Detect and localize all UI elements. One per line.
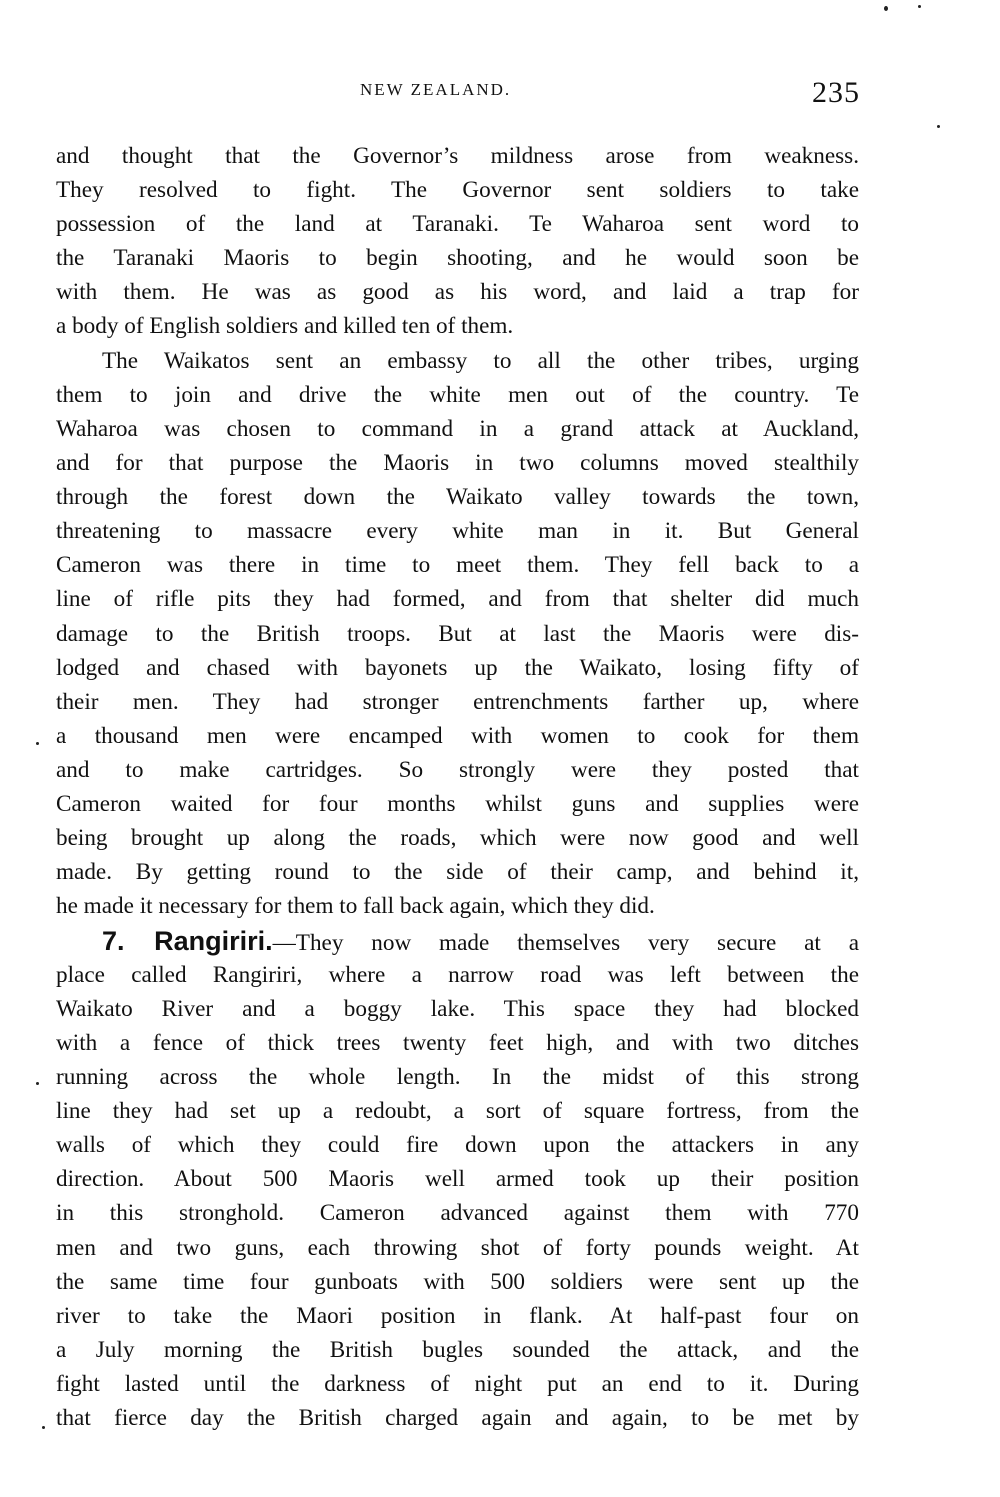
print-speck — [42, 1426, 45, 1429]
body-line: Cameron was there in time to meet them. They fell back to a — [56, 552, 859, 578]
body-line: place called Rangiriri, where a narrow road was left between the — [56, 962, 859, 988]
body-line: through the forest down the Waikato valley towards the town, — [56, 484, 859, 510]
section-heading: 7. Rangiriri. — [102, 926, 273, 956]
running-head: NEW ZEALAND. — [360, 80, 512, 99]
body-line: and for that purpose the Maoris in two columns moved stealthily — [56, 450, 859, 476]
body-line: Waikato River and a boggy lake. This space they had blocked — [56, 996, 859, 1022]
body-line: walls of which they could fire down upon the attackers in any — [56, 1132, 859, 1158]
body-line: in this stronghold. Cameron advanced against them with 770 — [56, 1200, 859, 1226]
body-line: and to make cartridges. So strongly were they posted that — [56, 757, 859, 783]
page-number: 235 — [812, 76, 860, 109]
body-line: made. By getting round to the side of their camp, and behind it, — [56, 859, 859, 885]
body-line: a July morning the British bugles sounded the attack, and the — [56, 1337, 859, 1363]
body-line: the Taranaki Maoris to begin shooting, and he would soon be — [56, 245, 859, 271]
body-line: he made it necessary for them to fall back again, which they did. — [56, 893, 655, 919]
body-line: a body of English soldiers and killed ten of them. — [56, 313, 514, 339]
body-line: Waharoa was chosen to command in a grand attack at Auckland, — [56, 416, 859, 442]
body-line: a thousand men were encamped with women to cook for them — [56, 723, 859, 749]
body-line: Cameron waited for four months whilst guns and supplies were — [56, 791, 859, 817]
body-line: their men. They had stronger entrenchments farther up, where — [56, 689, 859, 715]
body-line: them to join and drive the white men out of the country. Te — [56, 382, 859, 408]
section-opening-line — [102, 924, 859, 958]
print-speck — [937, 125, 940, 128]
print-speck — [918, 5, 921, 8]
body-line: line they had set up a redoubt, a sort of square fortress, from the — [56, 1098, 859, 1124]
print-speck — [36, 1082, 39, 1085]
body-line: fight lasted until the darkness of night put an end to it. During — [56, 1371, 859, 1397]
body-line: the same time four gunboats with 500 soldiers were sent up the — [56, 1269, 859, 1295]
body-line: They resolved to fight. The Governor sent soldiers to take — [56, 177, 859, 203]
print-speck — [884, 6, 888, 11]
body-line: damage to the British troops. But at last the Maoris were dis- — [56, 621, 859, 647]
body-line: possession of the land at Taranaki. Te Waharoa sent word to — [56, 211, 859, 237]
body-line: The Waikatos sent an embassy to all the other tribes, urging — [102, 348, 859, 374]
body-line: running across the whole length. In the midst of this strong — [56, 1064, 859, 1090]
body-line: and thought that the Governor’s mildness arose from weakness. — [56, 143, 859, 169]
body-line: lodged and chased with bayonets up the Waikato, losing fifty of — [56, 655, 859, 681]
body-line: being brought up along the roads, which were now good and well — [56, 825, 859, 851]
body-line: that fierce day the British charged again and again, to be met by — [56, 1405, 859, 1431]
body-line: with a fence of thick trees twenty feet high, and with two ditches — [56, 1030, 859, 1056]
section-opening-text: —They now made themselves very secure at a — [272, 930, 859, 956]
body-line: direction. About 500 Maoris well armed took up their position — [56, 1166, 859, 1192]
body-line: threatening to massacre every white man in it. But General — [56, 518, 859, 544]
print-speck — [36, 742, 39, 745]
body-line: line of rifle pits they had formed, and from that shelter did much — [56, 586, 859, 612]
body-line: men and two guns, each throwing shot of forty pounds weight. At — [56, 1235, 859, 1261]
body-line: river to take the Maori position in flank. At half-past four on — [56, 1303, 859, 1329]
body-line: with them. He was as good as his word, and laid a trap for — [56, 279, 859, 305]
